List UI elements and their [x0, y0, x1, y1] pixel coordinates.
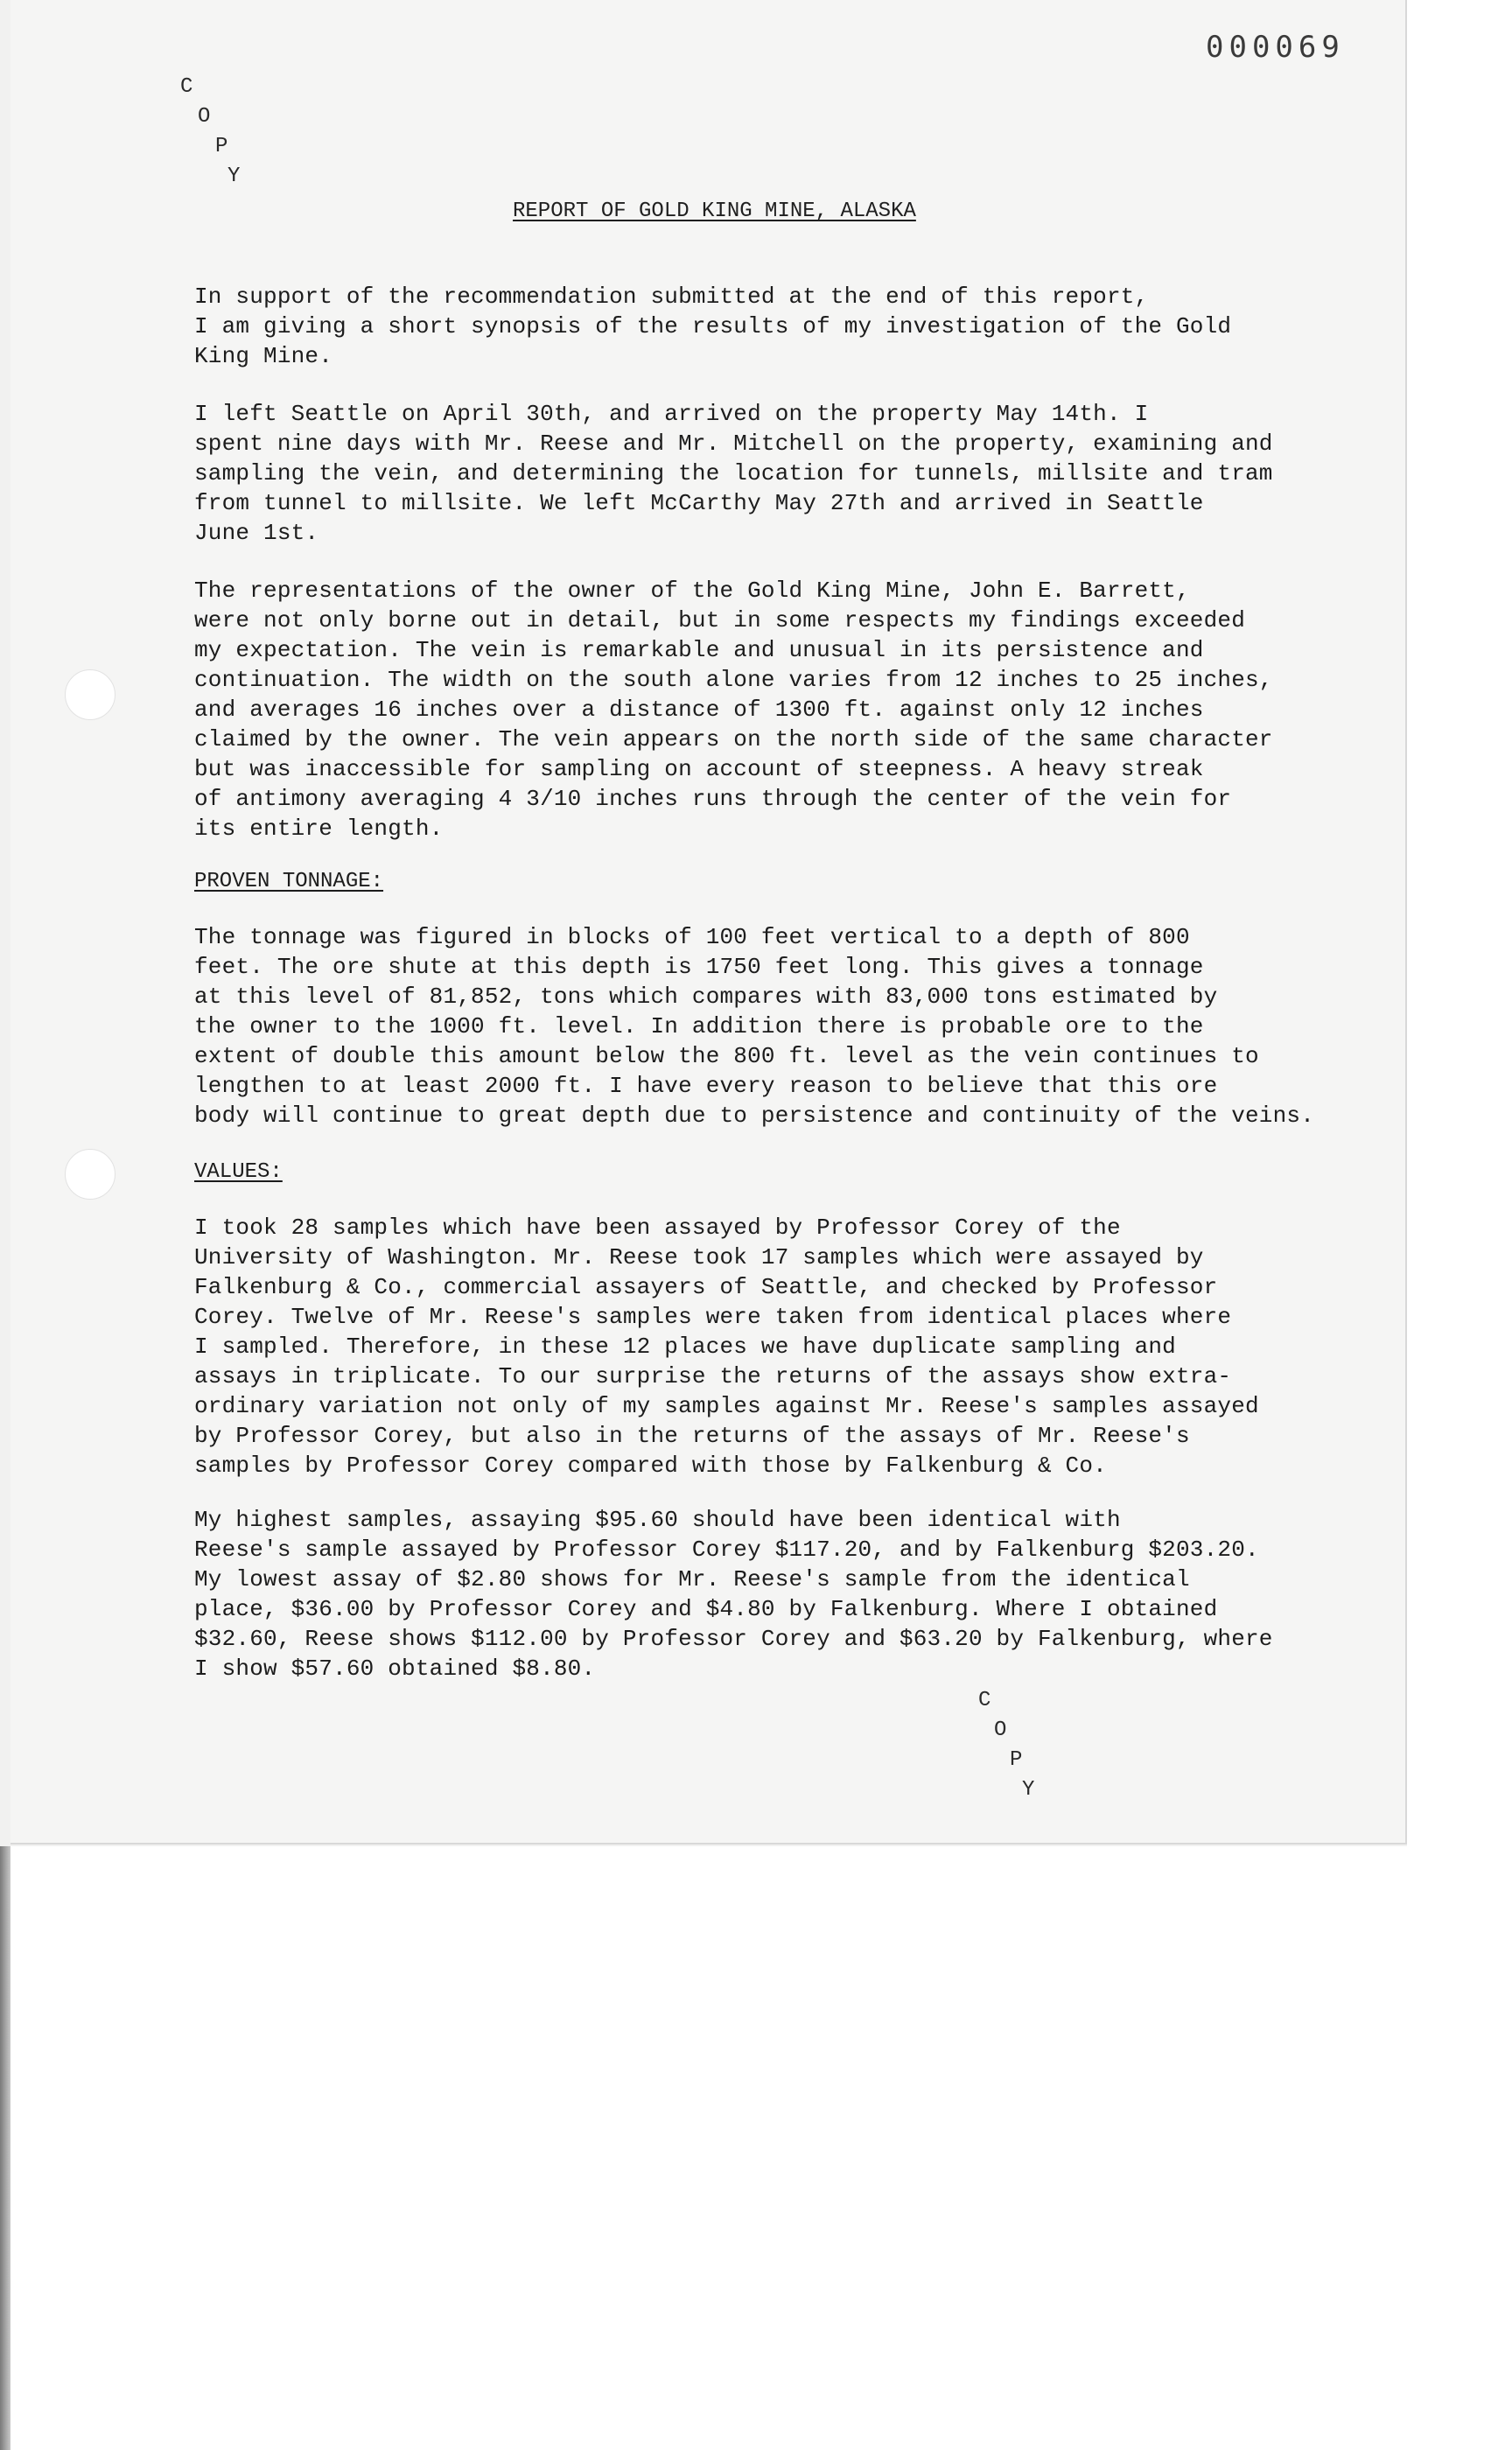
- copy-letter: P: [215, 135, 228, 158]
- punch-hole: [65, 669, 116, 720]
- copy-letter: O: [198, 105, 211, 129]
- copy-letter: O: [994, 1718, 1007, 1742]
- copy-letter: Y: [1022, 1778, 1035, 1802]
- document-number: 000069: [1206, 30, 1345, 65]
- paragraph-assays: My highest samples, assaying $95.60 should have been identical with Reese's sample assayed by Professor Corey $117.20, and by Falkenburg $203.20. My lowest assay of $2.80 shows for Mr. Reese's sample from the identical place, $36.00 by Professor Corey and $4.80 by Falkenburg. Where I obtained $32.60, Reese shows $112.00 by Professor Corey and $63.20 by Falkenburg, where I show $57.60 obtained $8.80.: [194, 1507, 1273, 1682]
- copy-letter: C: [978, 1689, 991, 1712]
- paragraph-intro: In support of the recommendation submitted at the end of this report, I am giving a short synopsis of the results of my investigation of the Gold King Mine.: [194, 284, 1232, 369]
- heading-values: VALUES:: [194, 1160, 283, 1184]
- punch-hole: [65, 1149, 116, 1200]
- copy-letter: Y: [228, 164, 241, 188]
- paragraph-tonnage: The tonnage was figured in blocks of 100 feet vertical to a depth of 800 feet. The ore shute at this depth is 1750 feet long. This gives a tonnage at this level of 81,852, tons which compares with 83,000 tons estimated by the owner to the 1000 ft. level. In addition there is probable ore to the extent of double this amount below the 800 ft. level as the vein continues to lengthen to at least 2000 ft. I have every reason to believe that this ore body will continue to great depth due to persistence and continuity of the veins.: [194, 924, 1315, 1129]
- page-title: REPORT OF GOLD KING MINE, ALASKA: [513, 200, 916, 223]
- paragraph-representations: The representations of the owner of the Gold King Mine, John E. Barrett, were not only borne out in detail, but in some respects my findings exceeded my expectation. The vein is remarkable and unusual in its persistence and continuation. The width on the south alone varies from 12 inches to 25 inches, and averages 16 inches over a distance of 1300 ft. against only 12 inches claimed by the owner. The vein appears on the north side of the same character but was inaccessible for sampling on account of steepness. A heavy streak of antimony averaging 4 3/10 inches runs through the center of the vein for its entire length.: [194, 578, 1273, 842]
- heading-proven-tonnage: PROVEN TONNAGE:: [194, 870, 384, 893]
- copy-letter: P: [1010, 1748, 1023, 1772]
- paragraph-samples: I took 28 samples which have been assayed by Professor Corey of the University of Washington. Mr. Reese took 17 samples which were assayed by Falkenburg & Co., commercial assayers of Seattle, and checked by Professor Corey. Twelve of Mr. Reese's samples were taken from identical places where I sampled. Therefore, in these 12 places we have duplicate sampling and assays in triplicate. To our surprise the returns of the assays show extra- ordinary variation not only of my samples against Mr. Reese's samples assayed by Professor Corey, but also in the returns of the assays of Mr. Reese's samples by Professor Corey compared with those by Falkenburg & Co.: [194, 1214, 1259, 1479]
- copy-letter: C: [180, 75, 193, 99]
- paragraph-trip: I left Seattle on April 30th, and arrived on the property May 14th. I spent nine days with Mr. Reese and Mr. Mitchell on the property, examining and sampling the vein, and determining the location for tunnels, millsite and tram from tunnel to millsite. We left McCarthy May 27th and arrived in Seattle June 1st.: [194, 401, 1273, 546]
